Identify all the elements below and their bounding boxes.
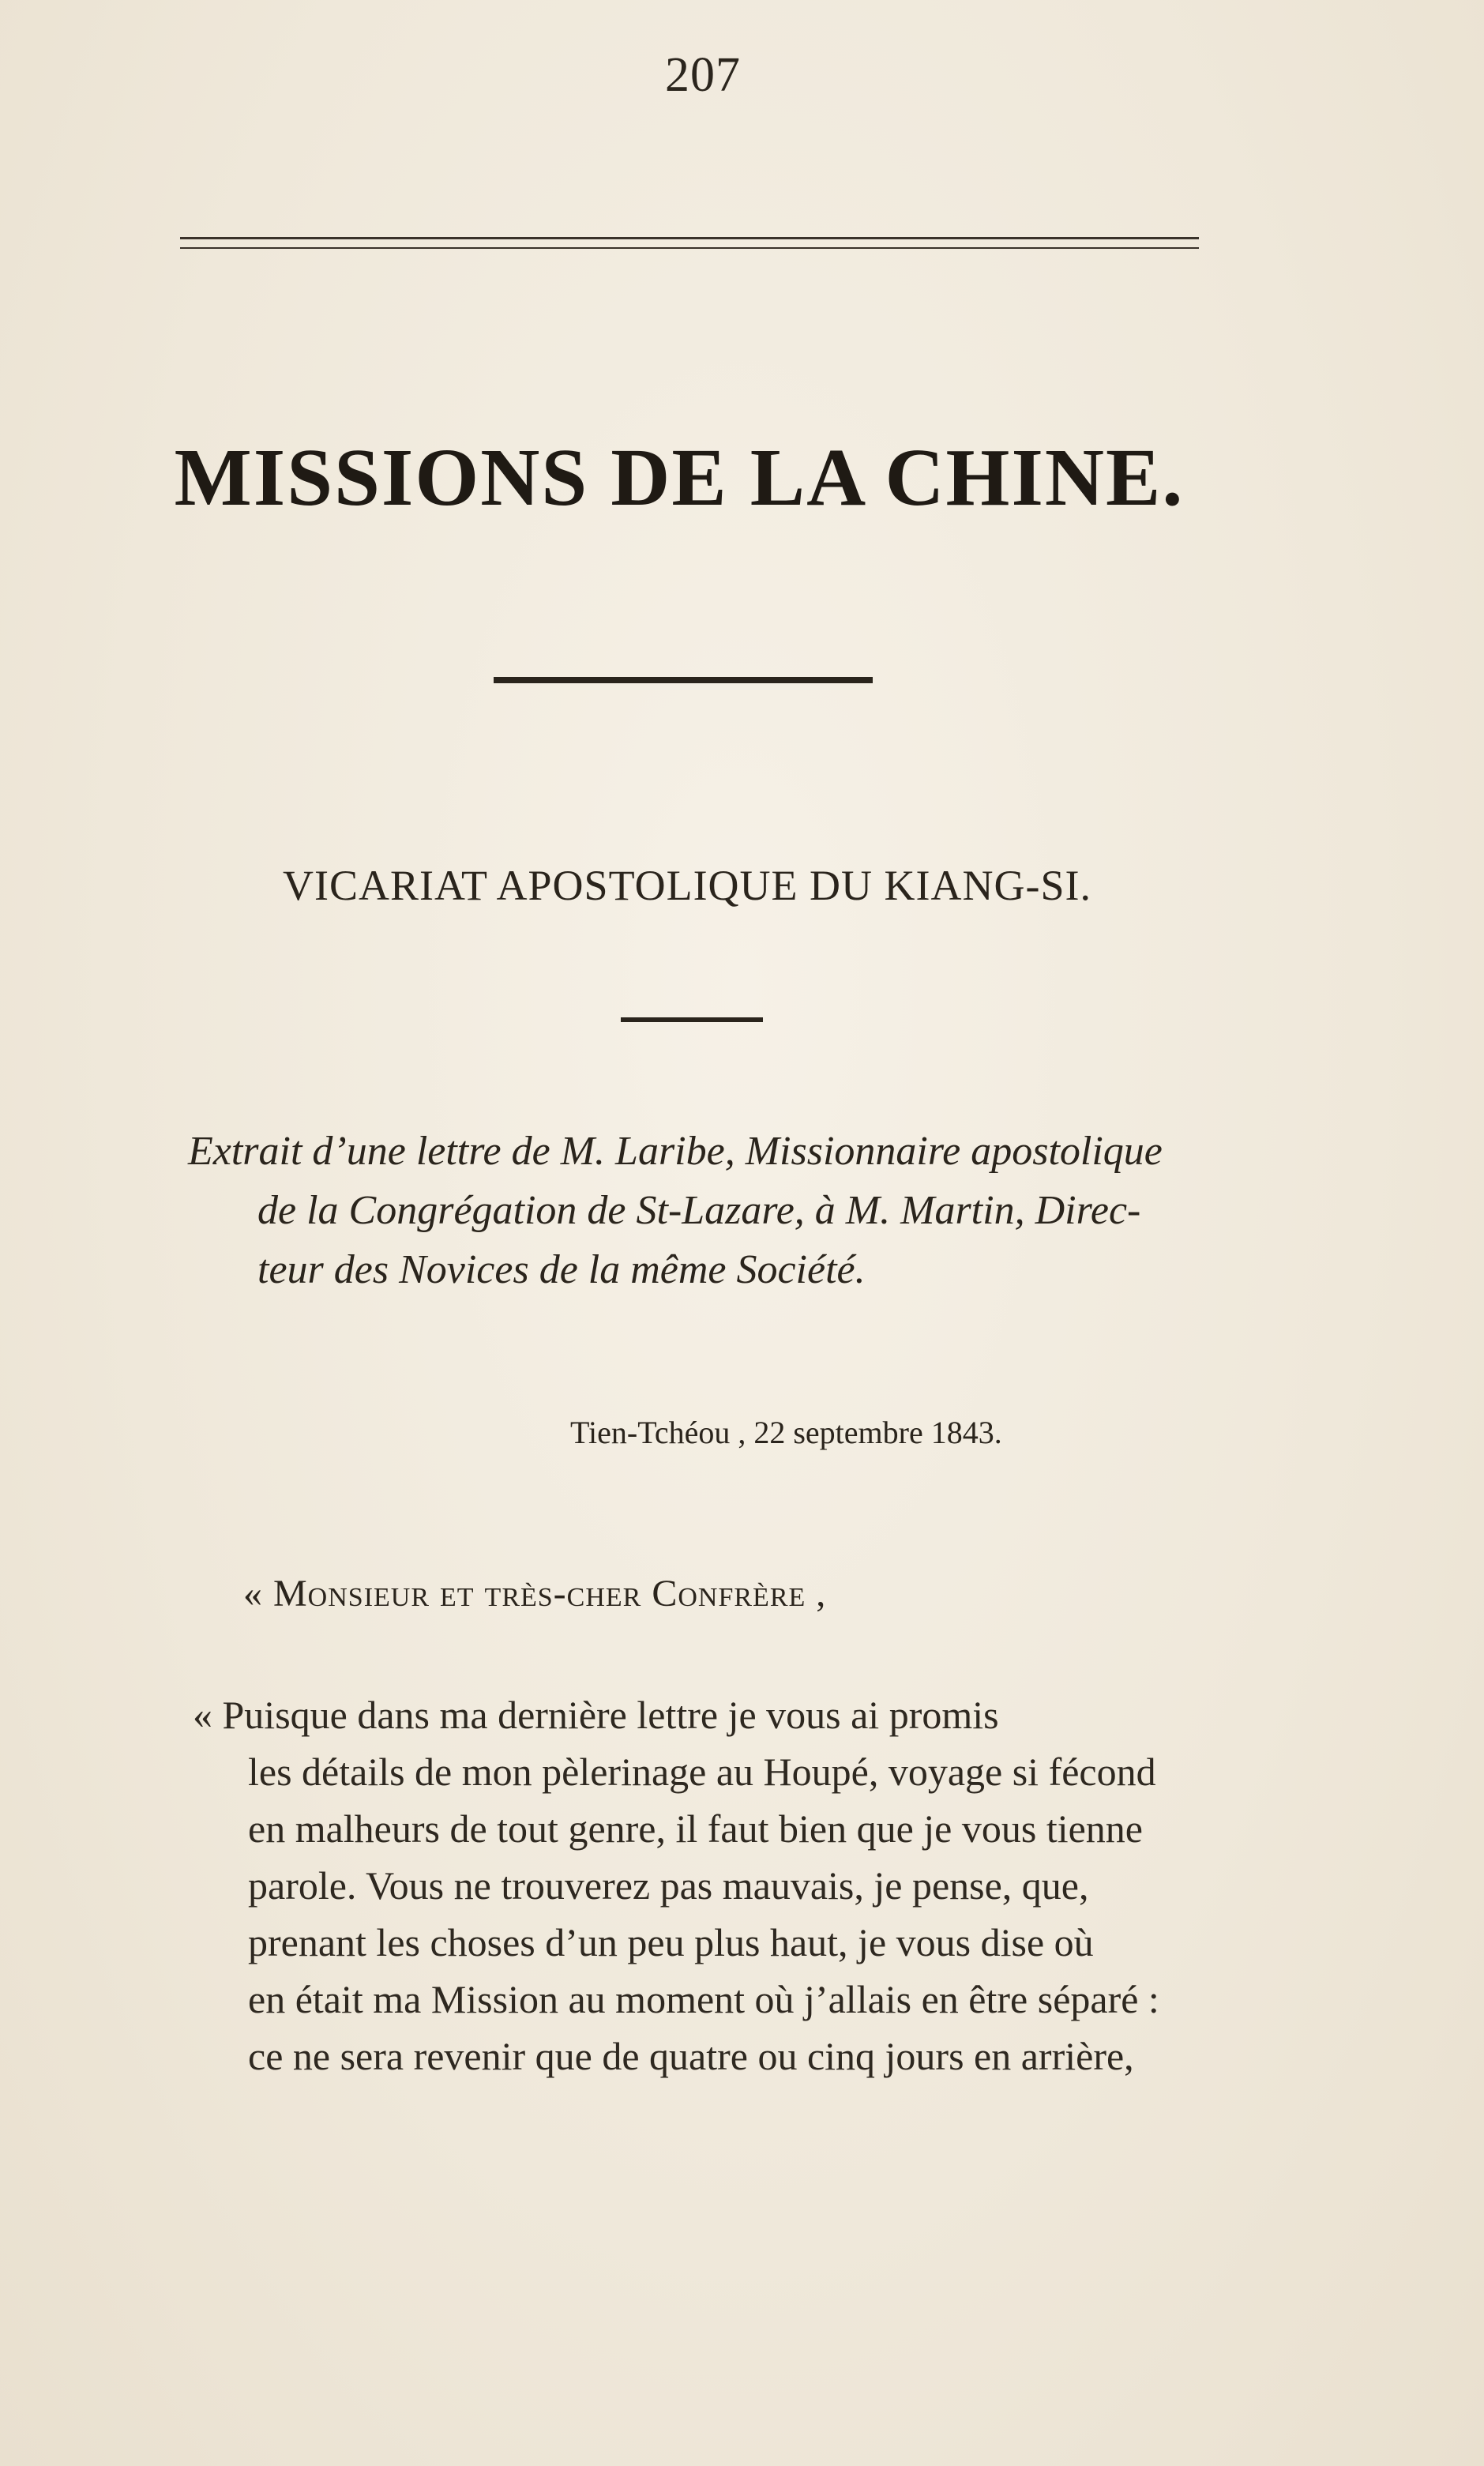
subsection-title: VICARIAT APOSTOLIQUE DU KIANG-SI. <box>282 862 1091 909</box>
salutation-text: Monsieur et très-cher Confrère , <box>273 1573 827 1615</box>
body-line: en était ma Mission au moment où j’allais en être séparé : <box>248 1977 1159 2021</box>
header-double-rule <box>180 237 1199 249</box>
dateline: Tien-Tchéou , 22 septembre 1843. <box>570 1415 1002 1450</box>
title-divider <box>494 677 873 683</box>
extract-line: Extrait d’une lettre de M. Laribe, Missionnaire apostolique <box>188 1129 1163 1174</box>
body-line: en malheurs de tout genre, il faut bien que je vous tienne <box>248 1806 1143 1851</box>
body-line: « Puisque dans ma dernière lettre je vous ai promis <box>193 1693 999 1737</box>
letter-body <box>188 1686 1238 2084</box>
salutation-quote: « <box>243 1573 263 1615</box>
page-number: 207 <box>665 48 741 102</box>
extract-line: teur des Novices de la même Société. <box>257 1247 866 1292</box>
section-title: MISSIONS DE LA CHINE. <box>174 432 1185 523</box>
body-line: ce ne sera revenir que de quatre ou cinq jours en arrière, <box>248 2034 1134 2078</box>
body-line: parole. Vous ne trouverez pas mauvais, je pense, que, <box>248 1863 1089 1908</box>
body-line: prenant les choses d’un peu plus haut, je vous dise où <box>248 1920 1094 1964</box>
subtitle-divider <box>621 1017 763 1022</box>
salutation <box>243 1572 826 1615</box>
extract-line: de la Congrégation de St-Lazare, à M. Martin, Direc- <box>257 1188 1141 1233</box>
letter-extract-heading <box>188 1122 1223 1299</box>
body-line: les détails de mon pèlerinage au Houpé, voyage si fécond <box>248 1750 1156 1794</box>
